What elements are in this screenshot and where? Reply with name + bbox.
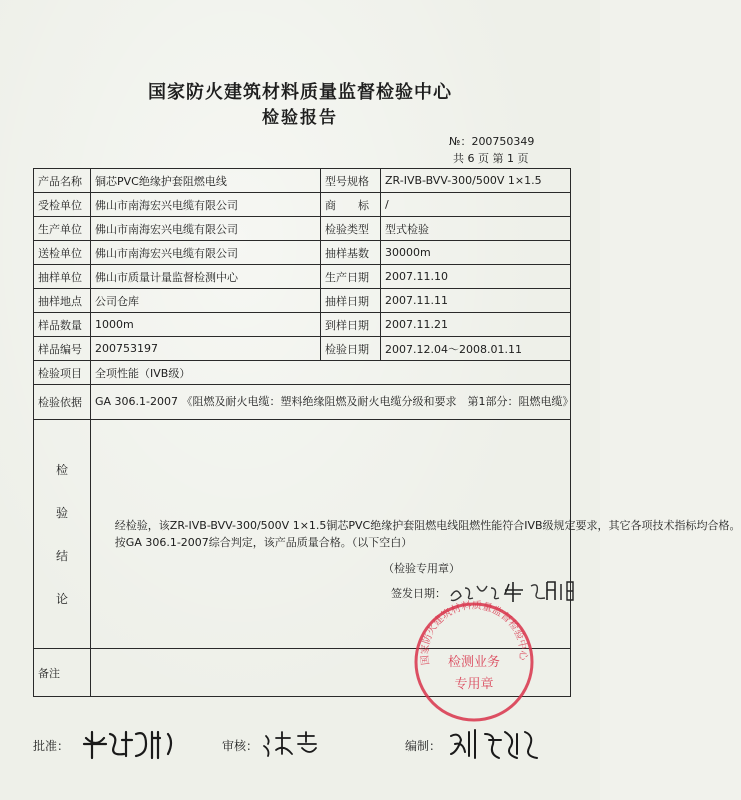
test-type-label: 检验类型 [321,217,381,241]
sampler-value: 佛山市质量计量监督检测中心 [91,265,321,289]
conclusion-label-char: 验 [55,506,68,520]
test-basis-label: 检验依据 [34,385,91,420]
sample-no-value: 200753197 [91,337,321,361]
test-date-label: 检验日期 [321,337,381,361]
test-basis-value: GA 306.1-2007 《阻燃及耐火电缆：塑料绝缘阻燃及耐火电缆分级和要求 第1部分：阻燃电缆》 [91,385,571,420]
test-type-value: 型式检验 [381,217,571,241]
sampling-date-value: 2007.11.11 [381,289,571,313]
report-number: №：200750349 [449,135,535,148]
sample-qty-value: 1000m [91,313,321,337]
sample-base-value: 30000m [381,241,571,265]
table-row [34,385,571,420]
table-row [34,313,571,337]
test-items-label: 检验项目 [34,361,91,385]
arrival-date-label: 到样日期 [321,313,381,337]
test-date-value: 2007.12.04～2008.01.11 [381,337,571,361]
table-row [34,265,571,289]
sampler-label: 抽样单位 [34,265,91,289]
sample-no-label: 样品编号 [34,337,91,361]
sender-value: 佛山市南海宏兴电缆有限公司 [91,241,321,265]
report-subtitle: 检验报告 [262,108,338,128]
reviewer-signature [262,728,322,758]
conclusion-paragraph: 经检验，该ZR-IVB-BVV-300/500V 1×1.5铜芯PVC绝缘护套阻燃电线阻燃性能符合IVB级规定要求，其它各项技术指标均合格。 [114,519,741,532]
conclusion-label-char: 结 [55,549,68,563]
conclusion-paragraph: 按GA 306.1-2007综合判定，该产品质量合格。（以下空白） [114,536,413,549]
product-name-label: 产品名称 [34,169,91,193]
sender-label: 送检单位 [34,241,91,265]
table-row [34,289,571,313]
sample-qty-label: 样品数量 [34,313,91,337]
compiler-signature [445,724,545,762]
conclusion-label-char: 论 [55,592,68,606]
production-date-label: 生产日期 [321,265,381,289]
manufacturer-value: 佛山市南海宏兴电缆有限公司 [91,217,321,241]
client-label: 受检单位 [34,193,91,217]
table-row [34,337,571,361]
page-count: 共 6 页 第 1 页 [453,152,529,165]
production-date-value: 2007.11.10 [381,265,571,289]
sampling-place-value: 公司仓库 [91,289,321,313]
test-items-value: 全项性能（IVB级） [91,361,571,385]
manufacturer-label: 生产单位 [34,217,91,241]
sample-base-label: 抽样基数 [321,241,381,265]
arrival-date-value: 2007.11.21 [381,313,571,337]
seal-label: （检验专用章） [383,562,460,575]
remarks-label: 备注 [34,649,91,697]
sampling-place-label: 抽样地点 [34,289,91,313]
client-value: 佛山市南海宏兴电缆有限公司 [91,193,321,217]
review-label: 审核： [222,739,259,753]
approve-label: 批准： [33,739,70,753]
trademark-value: / [381,193,571,217]
model-value: ZR-IVB-BVV-300/500V 1×1.5 [381,169,571,193]
table-row [34,217,571,241]
table-row [34,193,571,217]
approver-signature [78,724,188,762]
table-row [34,169,571,193]
table-row [34,361,571,385]
trademark-label: 商 标 [321,193,381,217]
stamp-center-text: 检测业务 [447,655,501,670]
stamp-ring-text: 国家防火建筑材料质量监督检验中心 [419,600,529,666]
sign-date-label: 签发日期： [391,587,446,600]
table-row [34,241,571,265]
conclusion-label [34,420,91,649]
model-label: 型号规格 [321,169,381,193]
product-name-value: 铜芯PVC绝缘护套阻燃电线 [91,169,321,193]
page-title: 国家防火建筑材料质量监督检验中心 [148,82,452,103]
conclusion-label-char: 检 [55,463,68,477]
inspection-stamp [410,598,538,726]
compile-label: 编制： [405,739,442,753]
stamp-bottom-text: 专用章 [454,677,494,692]
sampling-date-label: 抽样日期 [321,289,381,313]
